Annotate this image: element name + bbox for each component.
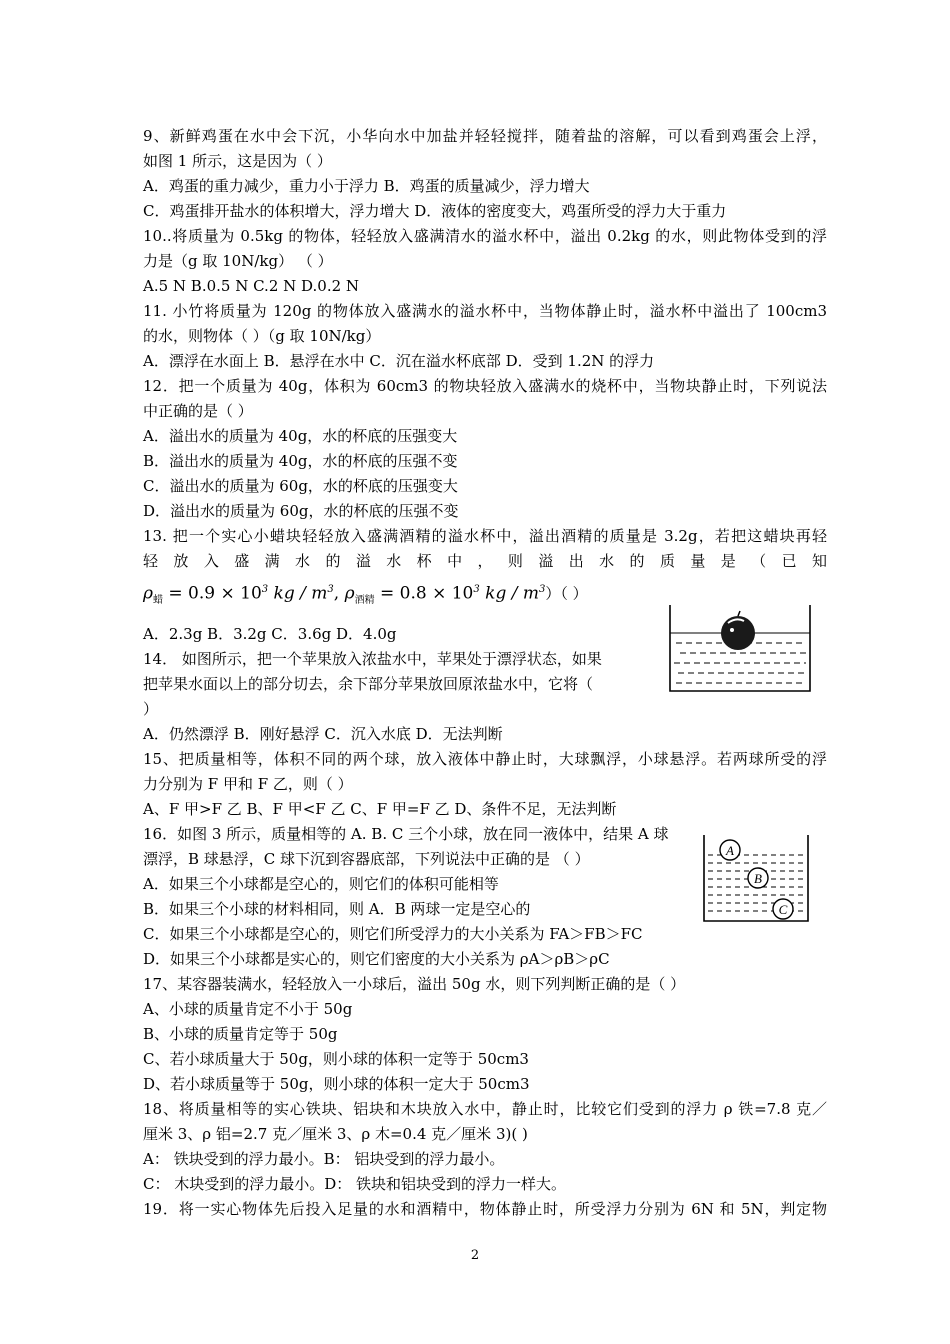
svg-text:C: C: [778, 902, 788, 917]
q13-line-1: 13. 把一个实心小蜡块轻轻放入盛满酒精的溢水杯中，溢出酒精的质量是 3.2g，若把这蜡块再轻: [143, 527, 827, 545]
q14-line-2: 把苹果水面以上的部分切去，余下部分苹果放回原浓盐水中，它将（: [143, 675, 594, 693]
q15-line-1: 15、把质量相等，体积不同的两个球，放入液体中静止时，大球飘浮，小球悬浮。若两球所受的浮: [143, 750, 827, 768]
q16-option-d: D．如果三个小球都是实心的，则它们密度的大小关系为 ρA＞ρB＞ρC: [143, 950, 610, 968]
q13-options: A．2.3g B．3.2g C．3.6g D．4.0g: [143, 625, 397, 643]
q16-option-c: C．如果三个小球都是空心的，则它们所受浮力的大小关系为 FA＞FB＞FC: [143, 925, 643, 943]
q14-line-3: ）: [143, 700, 159, 718]
q9-line-2: 如图 1 所示，这是因为（ ）: [143, 152, 332, 170]
q10-line-2: 力是（g 取 10N/kg） （ ）: [143, 252, 333, 270]
q16-option-b: B．如果三个小球的材料相同，则 A．B 两球一定是空心的: [143, 900, 531, 918]
q13-line-2: 轻 放 入 盛 满 水 的 溢 水 杯 中 ， 则 溢 出 水 的 质 量 是 （ 已 知: [143, 552, 827, 570]
q9-option-cd: C．鸡蛋排开盐水的体积增大，浮力增大 D．液体的密度变大，鸡蛋所受的浮力大于重力: [143, 202, 727, 220]
q12-option-c: C．溢出水的质量为 60g，水的杯底的压强变大: [143, 477, 458, 495]
q16-line-1: 16．如图 3 所示，质量相等的 A. B. C 三个小球，放在同一液体中，结果 A 球: [143, 825, 669, 843]
q16-option-a: A．如果三个小球都是空心的，则它们的体积可能相等: [143, 875, 499, 893]
q18-option-ab: A： 铁块受到的浮力最小。B： 铝块受到的浮力最小。: [143, 1150, 505, 1168]
ball-a: [720, 840, 740, 860]
q13-density-formula: $\rho_蜡 = 0.9 \times 10^3$ kg / $m^3$, $\rho_{酒精} = 0.8 \times 10^3$ kg / $m^3$）（ ）: [143, 583, 588, 607]
ball-b: [748, 868, 768, 888]
q11-line-2: 的水，则物体（ ）（g 取 10N/kg）: [143, 327, 381, 345]
q16-line-2: 漂浮，B 球悬浮，C 球下沉到容器底部，下列说法中正确的是 （ ）: [143, 850, 590, 868]
q18-line-2: 厘米 3、ρ 铝=2.7 克／厘米 3、ρ 木=0.4 克／厘米 3)( ): [143, 1125, 528, 1143]
svg-text:A: A: [726, 843, 734, 858]
page-number: 2: [470, 1248, 480, 1263]
q9-option-ab: A．鸡蛋的重力减少，重力小于浮力 B．鸡蛋的质量减少，浮力增大: [143, 177, 590, 195]
q12-option-d: D．溢出水的质量为 60g，水的杯底的压强不变: [143, 502, 459, 520]
q12-option-a: A．溢出水的质量为 40g，水的杯底的压强变大: [143, 427, 458, 445]
q14-line-1: 14． 如图所示，把一个苹果放入浓盐水中，苹果处于漂浮状态，如果: [143, 650, 602, 668]
q10-line-1: 10..将质量为 0.5kg 的物体，轻轻放入盛满清水的溢水杯中，溢出 0.2kg 的水，则此物体受到的浮: [143, 227, 827, 245]
q17-line-1: 17、某容器装满水，轻轻放入一小球后，溢出 50g 水，则下列判断正确的是（ ）: [143, 975, 686, 993]
q11-line-1: 11. 小竹将质量为 120g 的物体放入盛满水的溢水杯中，当物体静止时，溢水杯中溢出了 100cm3: [143, 302, 827, 320]
q17-option-a: A、小球的质量肯定不小于 50g: [143, 1000, 353, 1018]
q12-option-b: B．溢出水的质量为 40g，水的杯底的压强不变: [143, 452, 458, 470]
apple-in-saltwater-figure: [666, 603, 814, 695]
q17-option-c: C、若小球质量大于 50g，则小球的体积一定等于 50cm3: [143, 1050, 529, 1068]
q12-line-1: 12．把一个质量为 40g，体积为 60cm3 的物块轻放入盛满水的烧杯中，当物块静止时，下列说法: [143, 377, 827, 395]
q15-options: A、F 甲>F 乙 B、F 甲<F 乙 C、F 甲=F 乙 D、条件不足，无法判断: [143, 800, 617, 818]
q18-line-1: 18、将质量相等的实心铁块、铝块和木块放入水中，静止时，比较它们受到的浮力 ρ 铁=7.8 克／: [143, 1100, 827, 1118]
ball-c: [773, 899, 793, 919]
three-balls-figure: [700, 833, 812, 925]
q10-options: A.5 N B.0.5 N C.2 N D.0.2 N: [143, 277, 360, 295]
q18-option-cd: C： 木块受到的浮力最小。D： 铁块和铝块受到的浮力一样大。: [143, 1175, 567, 1193]
q15-line-2: 力分别为 F 甲和 F 乙，则（ ）: [143, 775, 353, 793]
q17-option-d: D、若小球质量等于 50g，则小球的体积一定大于 50cm3: [143, 1075, 530, 1093]
svg-text:B: B: [754, 871, 762, 886]
q17-option-b: B、小球的质量肯定等于 50g: [143, 1025, 338, 1043]
q11-options: A．漂浮在水面上 B．悬浮在水中 C．沉在溢水杯底部 D．受到 1.2N 的浮力: [143, 352, 655, 370]
q14-options: A．仍然漂浮 B．刚好悬浮 C．沉入水底 D．无法判断: [143, 725, 503, 743]
apple-icon: [721, 611, 755, 650]
q9-line-1: 9、新鲜鸡蛋在水中会下沉，小华向水中加盐并轻轻搅拌，随着盐的溶解，可以看到鸡蛋会上浮，: [143, 127, 827, 145]
q19-line-1: 19．将一实心物体先后投入足量的水和酒精中，物体静止时，所受浮力分别为 6N 和 5N，判定物: [143, 1200, 827, 1218]
q12-line-2: 中正确的是（ ）: [143, 402, 253, 420]
